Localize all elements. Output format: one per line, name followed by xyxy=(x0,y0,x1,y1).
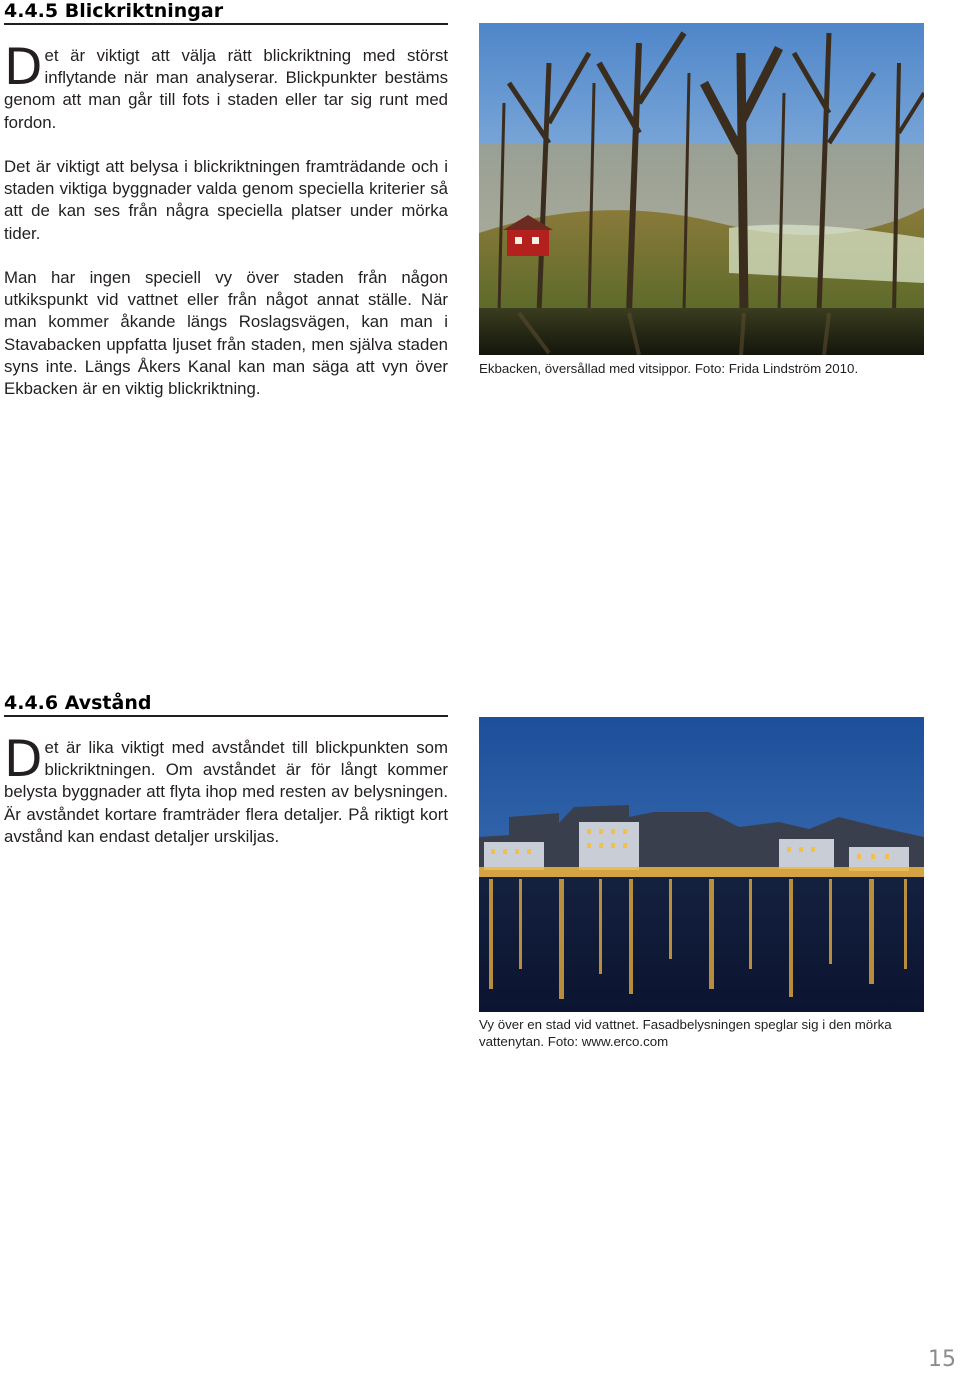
photo-caption-ekbacken: Ekbacken, översållad med vitsippor. Foto: Frida Lindström 2010. xyxy=(479,361,859,376)
photo-city-by-water xyxy=(479,717,924,1012)
paragraph-text: et är viktigt att välja rätt blickriktning med störst inflytande när man analyserar. Blickpunkter bestäms genom att man går till fots i staden eller tar sig runt med fordon. xyxy=(4,46,448,132)
body-paragraph xyxy=(4,730,448,848)
paragraph-text: et är lika viktigt med avståndet till blickpunkten som blickriktningen. Om avståndet är för långt kommer belysta byggnader att flyta ihop med resten av belysningen. Är avståndet kortare framträder flera detaljer. På riktigt kort avstånd kan endast detaljer urskiljas. xyxy=(4,738,448,846)
heading-rule xyxy=(4,715,448,717)
photo-caption-city: Vy över en stad vid vattnet. Fasadbelysningen speglar sig i den mörka vattenytan. Foto: www.erco.com xyxy=(479,1017,892,1049)
page-number: 15 xyxy=(928,1347,956,1372)
body-paragraph: Man har ingen speciell vy över staden från någon utkikspunkt vid vattnet eller från något annat ställe. När man kommer åkande längs Roslagsvägen, kan man i Stavabacken uppfatta ljuset från staden, men själva staden syns inte. Längs Åkers Kanal kan man säga att vyn över Ekbacken är en viktig blickriktning. xyxy=(4,268,448,399)
photo-ekbacken xyxy=(479,23,924,355)
drop-cap: D xyxy=(4,38,43,96)
heading-rule xyxy=(4,23,448,25)
section-heading-blickriktningar: 4.4.5 Blickriktningar xyxy=(4,0,224,22)
section-body-avstand xyxy=(4,730,448,870)
body-paragraph xyxy=(4,38,448,134)
drop-cap: D xyxy=(4,730,43,788)
section-body-blickriktningar xyxy=(4,38,448,422)
body-paragraph: Det är viktigt att belysa i blickriktningen framträdande och i staden viktiga byggnader valda genom speciella kriterier så att de kan ses från några speciella platser under mörka tider. xyxy=(4,157,448,243)
section-heading-avstand: 4.4.6 Avstånd xyxy=(4,692,152,714)
